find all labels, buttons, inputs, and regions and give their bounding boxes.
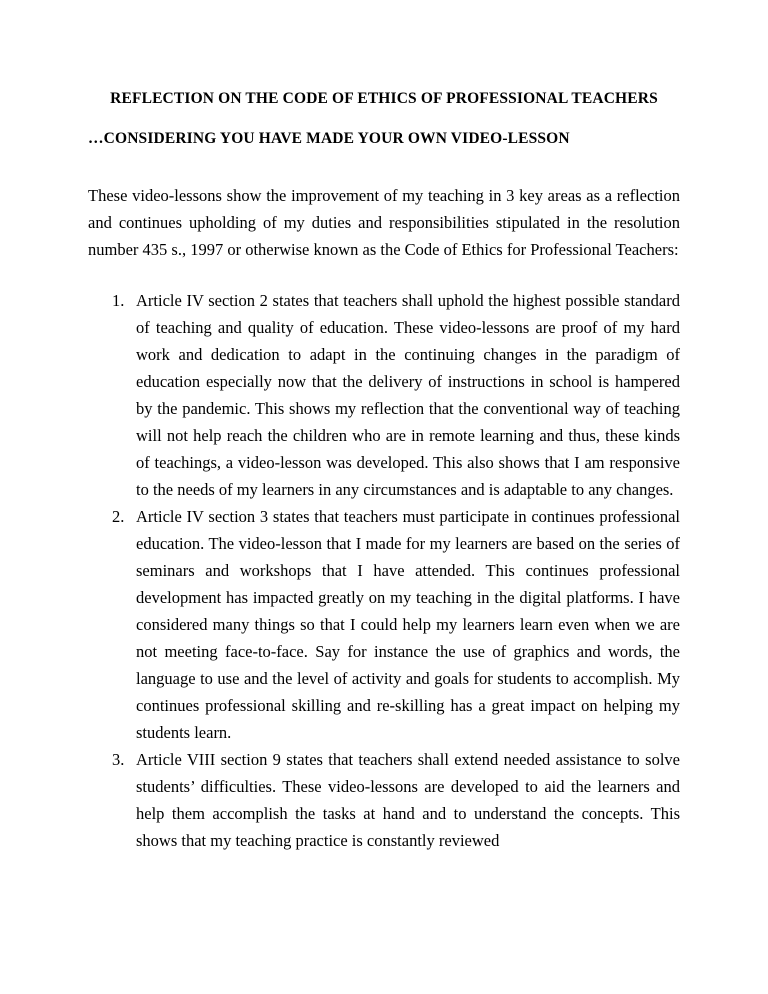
list-item-marker: 2. <box>112 507 125 526</box>
list-item-text: Article IV section 2 states that teachers shall uphold the highest possible standard of teaching and quality of education. These video-lessons are proof of my hard work and dedication to adapt in the continuing changes in the paradigm of education especially now that the delivery of instructions in school is hampered by the pandemic. This shows my reflection that the conventional way of teaching will not help reach the children who are in remote learning and thus, these kinds of teachings, a video-lesson was developed. This also shows that I am responsive to the needs of my learners in any circumstances and is adaptable to any changes. <box>136 291 680 499</box>
list-item-marker: 3. <box>112 750 125 769</box>
list-item-marker: 1. <box>112 291 125 310</box>
intro-paragraph: These video-lessons show the improvement of my teaching in 3 key areas as a reflection and continues upholding of my duties and responsibilities stipulated in the resolution number 435 s., 1997 or otherwise known as the Code of Ethics for Professional Teachers: <box>88 185 680 259</box>
list-item-text: Article IV section 3 states that teachers must participate in continues professional education. The video-lesson that I made for my learners are based on the series of seminars and workshops that I have attended. This continues professional development has impacted greatly on my teaching in the digital platforms. I have considered many things so that I could help my learners learn even when we are not meeting face-to-face. Say for instance the use of graphics and words, the language to use and the level of activity and goals for students to accomplish. My continues professional skilling and re-skilling has a great impact on helping my students learn. <box>136 507 680 742</box>
list-item <box>88 746 680 854</box>
reflection-points-list <box>88 287 680 854</box>
document-subtitle: …CONSIDERING YOU HAVE MADE YOUR OWN VIDEO-LESSON <box>88 130 570 147</box>
list-item-text: Article VIII section 9 states that teachers shall extend needed assistance to solve students’ difficulties. These video-lessons are developed to aid the learners and help them accomplish the tasks at hand and to understand the concepts. This shows that my teaching practice is constantly reviewed <box>136 750 680 850</box>
list-item <box>88 287 680 503</box>
list-item <box>88 503 680 746</box>
document-main-title: REFLECTION ON THE CODE OF ETHICS OF PROFESSIONAL TEACHERS <box>110 90 658 107</box>
